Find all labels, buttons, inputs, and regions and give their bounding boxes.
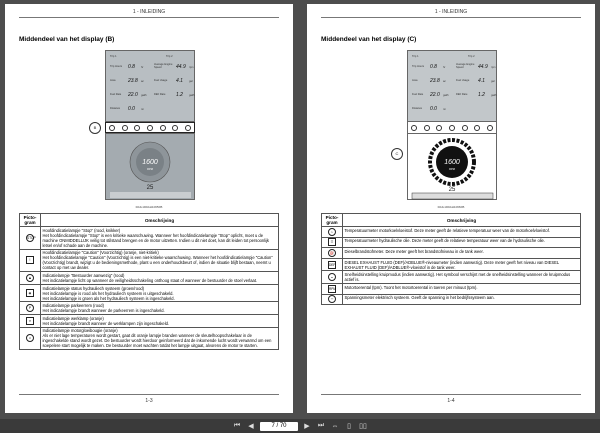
description-cell: Indicatielampje "Bestuurder aanwezig" (rood) Het indicatielampje licht op wanneer de veiligheidsschakeling onthoog staat of wanneer de bestuurder de stoel verlaat.	[41, 272, 279, 285]
description-cell: Temperatuurmeter motorkoelvloeistof. Deze meter geeft de relatieve temperatuur weer van de motorkoelvloeistof.	[343, 227, 581, 238]
description-table	[19, 213, 279, 350]
pictogram-cell	[322, 248, 343, 259]
table-row	[322, 258, 581, 271]
table-row	[20, 284, 279, 302]
description-cell: Spanningsmeter elektrisch systeem. Geeft de spanning in het bedrijfssysteem aan.	[343, 294, 581, 305]
rpm-unit: RPM	[147, 168, 153, 171]
section-title: Middendeel van het display (B)	[19, 36, 115, 43]
rpm-value: 1600	[444, 159, 460, 166]
table-row	[322, 283, 581, 294]
description-cell: Indicatielampje motorgloeibougie (oranje) Als er niet lage temperaturen wordt gestart, gaat dit oranje lampje branden wanneer de sleutelhoopschakelaar in de ingeschakelde stand wordt gezet. De bestuurder wordt hierdoor geinformeerd dat de inkomende lucht wordt verwarmd om een soepelere start mogelijk te maken. De bestuurder moet wachten totdat het lampje uitgaat, alvorens de motor te starten.	[41, 327, 279, 350]
double-page-icon[interactable]: ▯▯	[359, 423, 367, 430]
description-cell: Indicatielampje parkeerrem (rood) Het indicatielampje brandt wanneer de parkeerrem is ingeschakeld.	[41, 302, 279, 315]
description-cell: DIESEL EXHAUST FLUID (DEF)/ADBLUE®-niveaumeter (indien aanwezig). Deze meter geeft het niveau van DIESEL EXHAUST FLUID (DEF)/ADBLUE®-vloeistof in de tank weer.	[343, 258, 581, 271]
figure-code: RAIL19DAH1065FB	[135, 205, 163, 209]
pictogram-icon: ☀	[26, 317, 34, 325]
table-row	[20, 327, 279, 350]
display-gauge-area	[407, 133, 497, 200]
description-cell: Hoofdindicatielampje "Stop" (rood, knikker) Het hoofdindicatielampje "Stop" is een kritieke waarschuwing. Wanneer het hoofdindicatielampje "Stop" oplicht, moet u de machine ONMIDDELLIJK veilig tot stilstand brengen en de motor uitzetten. Indien u dit niet doet, kan dit leiden tot persoonlijk letsel en/of schade aan de machine.	[41, 227, 279, 250]
pictogram-cell	[20, 284, 41, 302]
col-header-desc: Omschrijving	[343, 214, 581, 227]
table-row	[20, 302, 279, 315]
pictogram-icon: STOP	[27, 235, 36, 240]
callout-label: B	[89, 122, 101, 134]
page-indicator-input[interactable]: 7 / 70	[260, 422, 298, 431]
description-table	[321, 213, 581, 305]
pictogram-icon: ⛽	[328, 249, 336, 257]
running-header: 1 - INLEIDING	[434, 9, 468, 15]
last-page-icon[interactable]: ⏭	[317, 422, 325, 429]
pictogram-icon: ☲	[328, 238, 336, 246]
table-row	[20, 272, 279, 285]
pictogram-icon: ◉	[26, 289, 34, 297]
table-row	[20, 227, 279, 250]
description-cell: Dieselbrandstofmeter. Deze meter geeft het brandstofniveau in de tank weer.	[343, 248, 581, 259]
document-page-left	[5, 4, 293, 413]
pictogram-icon: ◒	[328, 273, 336, 281]
fit-width-icon[interactable]: ⇔	[331, 422, 339, 430]
callout-label: C	[391, 148, 403, 160]
page-number: 1-4	[447, 398, 455, 404]
pictogram-cell	[20, 314, 41, 327]
pictogram-cell	[322, 283, 343, 294]
table-row	[322, 248, 581, 259]
single-page-icon[interactable]: ▯	[347, 423, 351, 430]
first-page-icon[interactable]: ⏮	[233, 422, 241, 429]
pictogram-cell	[20, 227, 41, 250]
page-number: 1-3	[145, 398, 153, 404]
col-header-icon: Picto-gram	[20, 214, 41, 227]
section-title: Middendeel van het display (C)	[321, 36, 417, 43]
display-upper-screen: Trip 1 Trip 2 Trip Hours 0.8 hr Average Engine Speed 44.9 rpm Area 23.8 ac Fuel Usage 4.1 gal Fuel Rate 22.0 gal/h DEF Rate 1.2 gal/h Distance 0.0 mi	[407, 50, 497, 122]
display-figure	[93, 50, 195, 200]
pictogram-icon: P	[26, 304, 34, 312]
description-cell: Motortoerental (tpm). Toont het motortoerental in toeren per minuut (tpm).	[343, 283, 581, 294]
pictogram-icon: ∨	[26, 334, 34, 342]
description-cell: Temperatuurmeter hydraulische olie. Deze meter geeft de relatieve temperatuur weer van de hydraulische olie.	[343, 237, 581, 248]
document-page-right	[307, 4, 595, 413]
table-row	[322, 294, 581, 305]
pictogram-cell	[20, 272, 41, 285]
display-upper-screen: Trip 1 Trip 2 Trip Hours 0.8 hr Average Engine Speed 44.9 rpm Area 23.8 ac Fuel Usage 4.1 gal Fuel Rate 22.0 gal/h DEF Rate 1.2 gal/h Distance 0.0 mi	[105, 50, 195, 122]
col-header-icon: Picto-gram	[322, 214, 343, 227]
pictogram-cell	[322, 258, 343, 271]
display-gauge-area	[105, 133, 195, 200]
table-row	[20, 249, 279, 272]
footer-rule	[321, 394, 581, 395]
footer-rule	[19, 394, 279, 395]
viewer-toolbar	[0, 419, 600, 433]
description-cell: Hoofdindicatielampje "Caution" (Voorzichtig) (oranje, niet-kritiek) Het hoofdindicatielampje "Caution" (Voorzichtig) is een niet-kritieke waarschuwing. Wanneer het hoofdindicatielampje "Caution" (Voorzichtig) brandt, wijzigt u de bedieningsmethode, plant u een onderhoudsbeurt of, indien de situatie blijft bestaan, neemt u contact op met uw dealer.	[41, 249, 279, 272]
col-header-desc: Omschrijving	[41, 214, 279, 227]
rpm-value: 1600	[142, 159, 158, 166]
header-rule	[321, 17, 581, 18]
next-page-icon[interactable]: ▶	[304, 423, 310, 430]
indicator-icon-row	[105, 122, 195, 133]
table-row	[322, 271, 581, 284]
pictogram-cell	[20, 249, 41, 272]
description-cell: Indicatielampje status hydrauliech systeem (groen/rood) Het indicatielampje is rood als het hydrauliech systeem is uitgeschakeld. Het indicatielampje is groen als het hydrauliech systeem is ingeschakeld.	[41, 284, 279, 302]
pictogram-icon: DEF	[329, 262, 336, 267]
header-rule	[19, 17, 279, 18]
pictogram-icon: ♟	[26, 274, 34, 282]
pictogram-cell	[20, 302, 41, 315]
display-figure	[395, 50, 497, 200]
description-cell: Indicatielampje werklamp (oranje) Het indicatielampje brandt wanneer de werklampen zijn ingeschakeld.	[41, 314, 279, 327]
previous-page-icon[interactable]: ◀	[248, 423, 254, 430]
pictogram-icon: ⎓	[328, 295, 336, 303]
gear-value: 25	[448, 187, 456, 193]
table-row	[20, 314, 279, 327]
figure-code: RAIL19DAH1066FB	[437, 205, 465, 209]
pictogram-icon: RPM	[329, 286, 337, 291]
pictogram-icon: !	[26, 256, 34, 264]
pictogram-cell	[322, 271, 343, 284]
pictogram-cell	[322, 237, 343, 248]
table-row	[322, 227, 581, 238]
rpm-unit: RPM	[449, 168, 455, 171]
gear-value: 25	[146, 185, 154, 191]
table-row	[322, 237, 581, 248]
indicator-icon-row	[407, 122, 497, 133]
pictogram-cell	[322, 294, 343, 305]
pictogram-icon: ♨	[328, 228, 336, 236]
pictogram-cell	[322, 227, 343, 238]
description-cell: Snelheidsinstelling kruipmodus (indien aanwezig). Het symbool verschijnt met de snelheidsinstelling wanneer de kruipmodus actief is.	[343, 271, 581, 284]
pictogram-cell	[20, 327, 41, 350]
running-header: 1 - INLEIDING	[132, 9, 166, 15]
